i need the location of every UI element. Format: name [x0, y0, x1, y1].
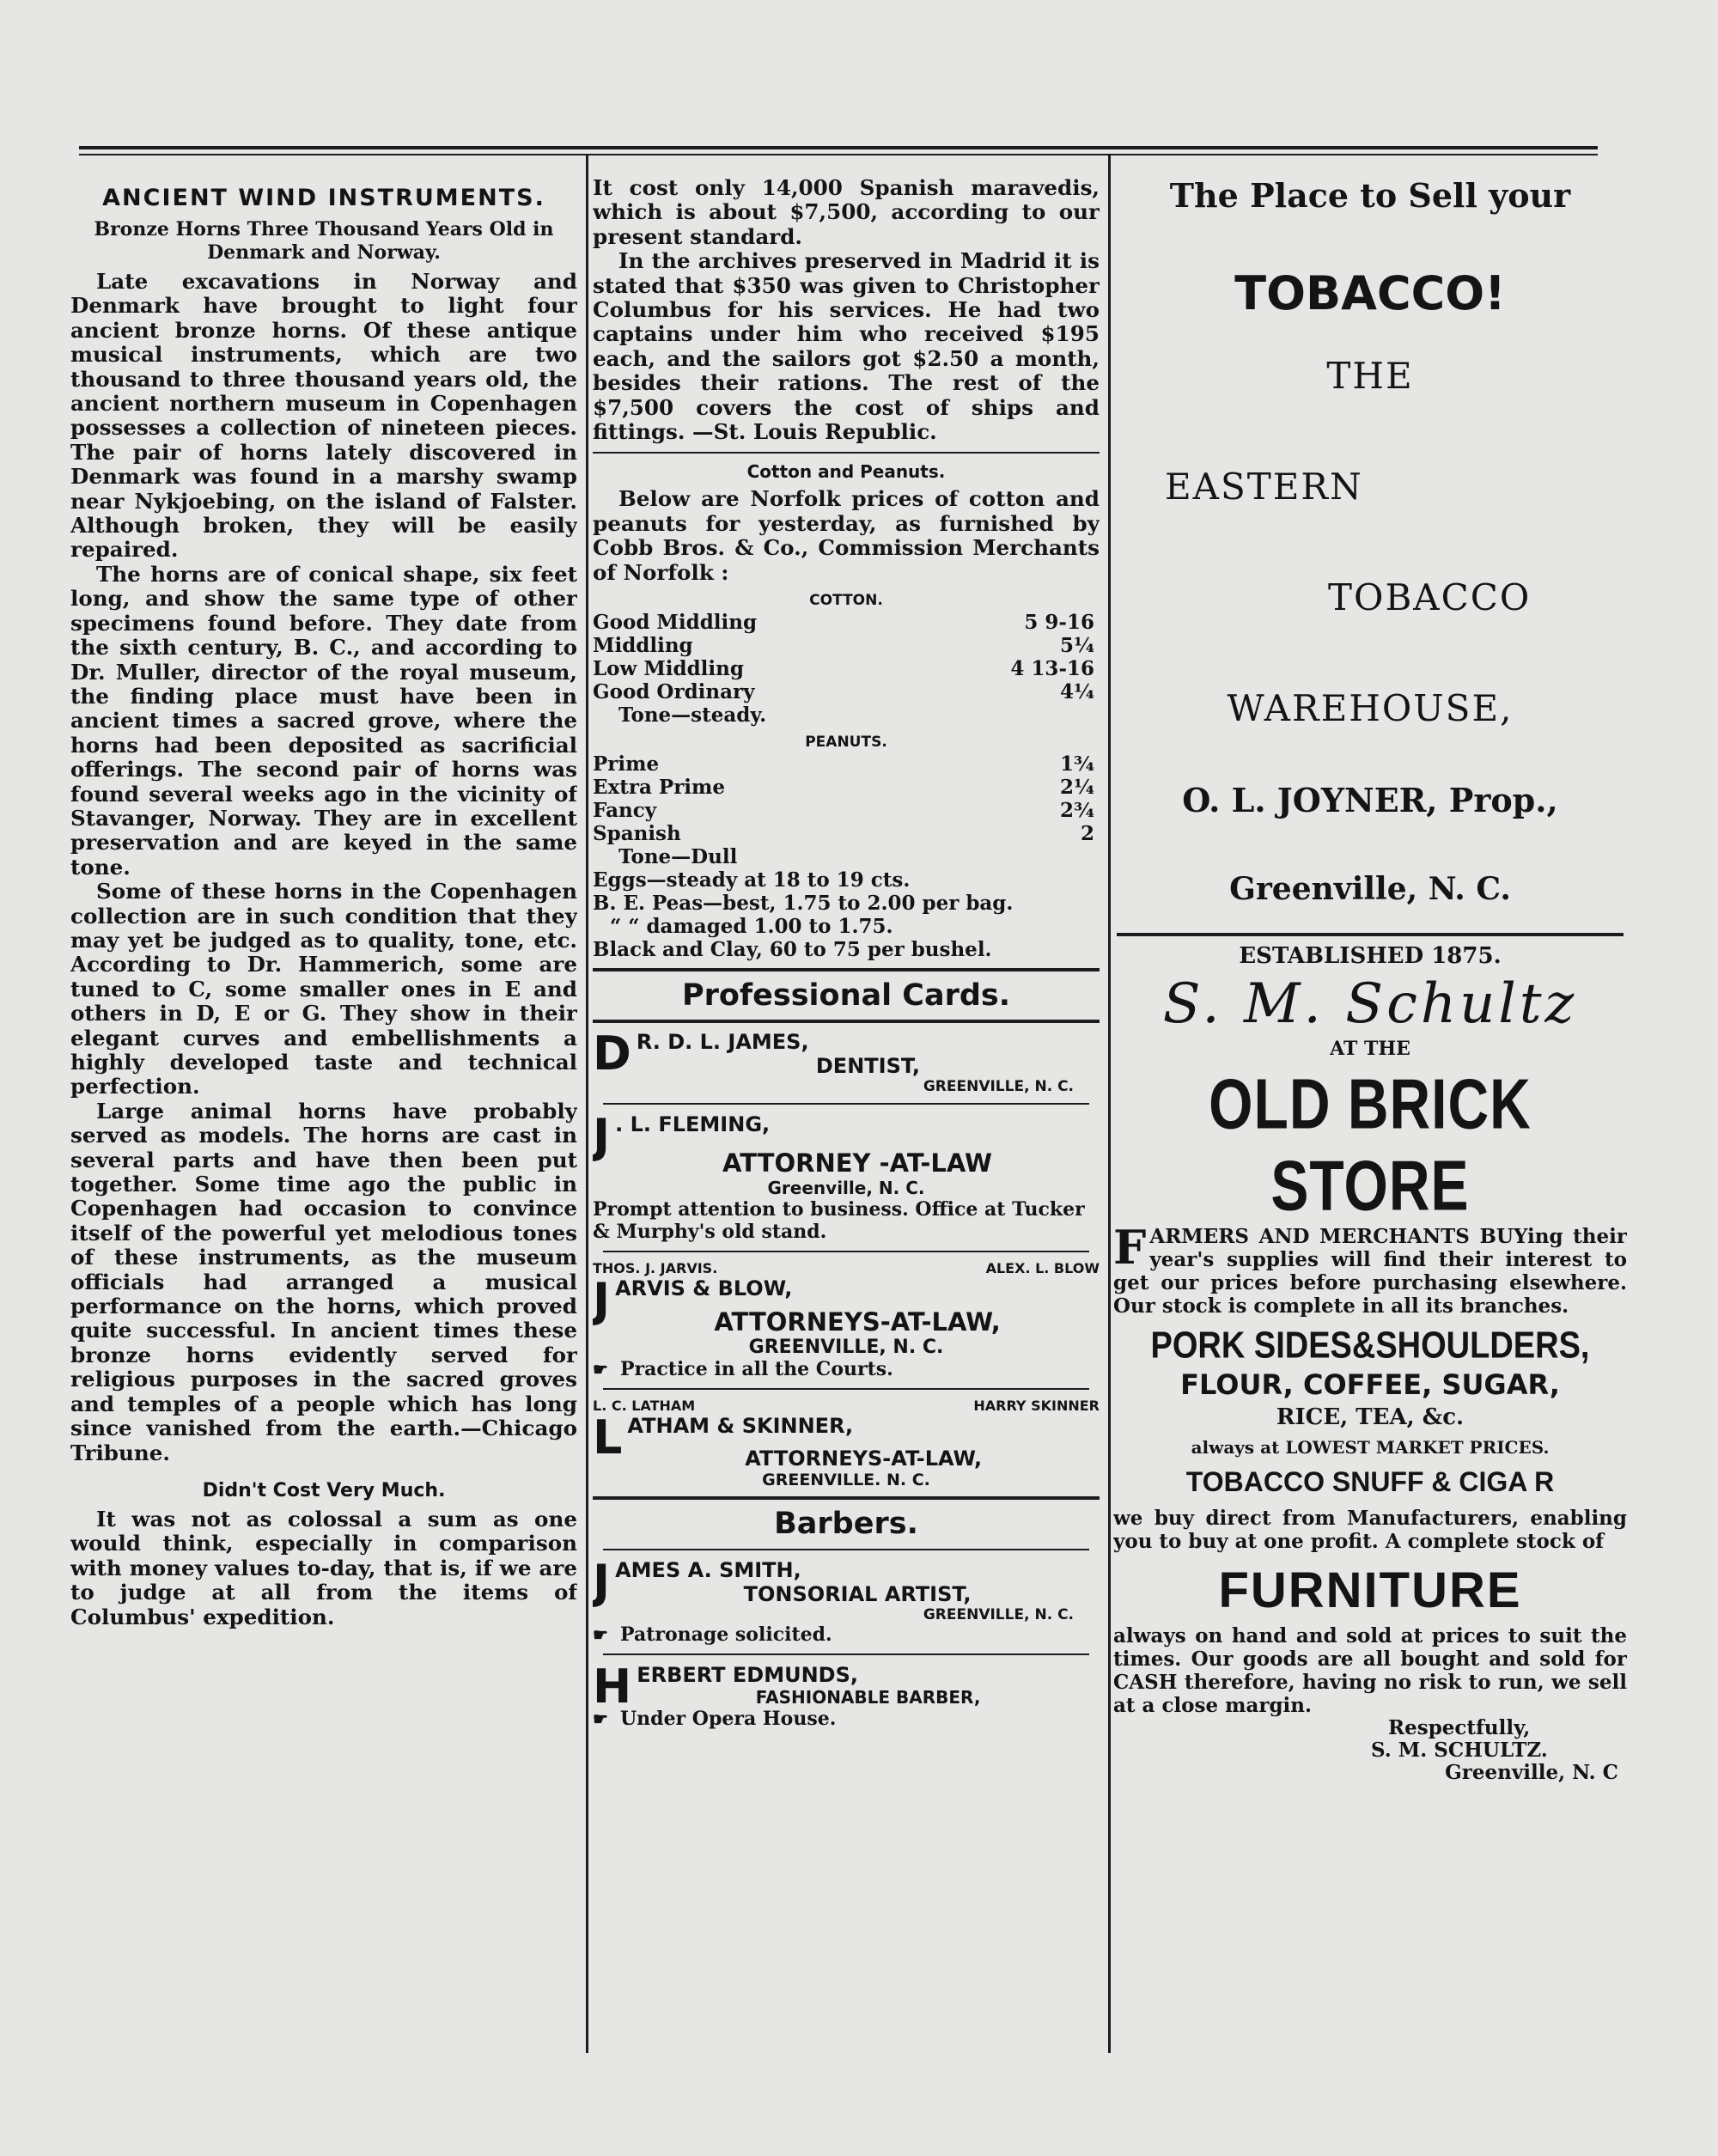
right-column [1113, 176, 1627, 2057]
drop-cap: J [593, 1273, 611, 1328]
grade: Good Middling [593, 611, 758, 635]
card-title: ATTORNEYS-AT-LAW, [745, 1446, 983, 1471]
signature: Greenville, N. C [1445, 1761, 1618, 1784]
ad-headline: The Place to Sell your [1169, 176, 1571, 215]
market-misc: Eggs—steady at 18 to 19 cts. [593, 868, 911, 892]
card-name: ERBERT EDMUNDS, [637, 1663, 858, 1688]
column-rule-left [586, 155, 588, 2053]
market-intro: Below are Norfolk prices of cotton and peanuts for yesterday, as furnished by Cobb Bros. & Co., Commission Merchants of Norfolk : [593, 486, 1100, 585]
barbers-title: Barbers. [774, 1507, 918, 1542]
divider [603, 1103, 1089, 1105]
card-edmunds [593, 1660, 1100, 1731]
established: ESTABLISHED 1875. [1239, 943, 1502, 969]
ad-closing: always on hand and sold at prices to suit the times. Our goods are all bought and sold for CASH therefore, having no risk to run, we sell at a close margin. [1113, 1624, 1627, 1717]
price-row [593, 680, 1100, 703]
middle-column [593, 176, 1100, 2057]
grade: Good Ordinary [593, 680, 755, 704]
divider [603, 1388, 1089, 1390]
pointing-hand-icon: ☛ [593, 1708, 608, 1730]
furniture: FURNITURE [1218, 1562, 1522, 1618]
pointing-hand-icon: ☛ [593, 1624, 608, 1646]
partner-right: HARRY SKINNER [973, 1398, 1100, 1415]
divider [593, 452, 1100, 454]
price: 5 9-16 [1024, 611, 1094, 635]
goods-line: FLOUR, COFFEE, SUGAR, [1180, 1368, 1560, 1401]
peanut-label: PEANUTS. [805, 734, 887, 752]
cotton-label: COTTON. [809, 592, 883, 610]
price-row [593, 611, 1100, 634]
price-row [593, 776, 1100, 799]
ad-line: EASTERN [1165, 466, 1363, 508]
price-row [593, 634, 1100, 657]
divider [603, 1251, 1089, 1252]
market-misc: Black and Clay, 60 to 75 per bushel. [593, 938, 992, 962]
divider [593, 1496, 1100, 1500]
card-title: DENTIST, [815, 1054, 920, 1079]
left-column [70, 176, 577, 2057]
ad-line: TOBACCO [1328, 576, 1532, 618]
market-misc: B. E. Peas—best, 1.75 to 2.00 per bag. [593, 892, 1014, 916]
price-row [593, 657, 1100, 680]
divider [593, 968, 1100, 971]
divider [603, 1654, 1089, 1655]
partner-left: THOS. J. JARVIS. [593, 1260, 718, 1277]
price: 1¾ [1060, 752, 1094, 777]
drop-cap: H [593, 1660, 632, 1714]
price-row [593, 822, 1100, 845]
ad-tobacco: TOBACCO! [1234, 266, 1506, 320]
tobacco-snuff-line: TOBACCO SNUFF & CIGA R [1185, 1466, 1555, 1497]
card-name: ATHAM & SKINNER, [627, 1414, 854, 1439]
partner-left: L. C. LATHAM [593, 1398, 696, 1415]
article-paragraph: It was not as colossal a sum as one would think, especially in comparison with money values to-day, that is, if we are to judge at all from the items of Columbus' expedition. [70, 1506, 577, 1629]
card-note: Patronage solicited. [620, 1623, 832, 1647]
store-name: OLD BRICK STORE [1209, 1063, 1532, 1225]
price: 5¼ [1060, 634, 1094, 658]
drop-cap: L [593, 1410, 623, 1465]
card-note: Prompt attention to business. Office at Tucker & Murphy's old stand. [593, 1198, 1085, 1244]
market-misc: “ “ damaged 1.00 to 1.75. [610, 915, 893, 939]
grade: Prime [593, 752, 660, 777]
peanut-tone: Tone—Dull [618, 845, 738, 869]
article-headline: ANCIENT WIND INSTRUMENTS. [102, 185, 545, 211]
partner-right: ALEX. L. BLOW [985, 1260, 1100, 1277]
card-latham [593, 1398, 1100, 1489]
price: 2¼ [1060, 776, 1094, 800]
ad-town: Greenville, N. C. [1229, 871, 1511, 907]
card-title: ATTORNEY -AT-LAW [722, 1148, 993, 1178]
drop-cap: J [593, 1109, 611, 1164]
card-name: . L. FLEMING, [615, 1112, 771, 1137]
drop-cap: D [593, 1026, 631, 1081]
cotton-tone: Tone—steady. [618, 703, 767, 728]
price-row [593, 799, 1100, 822]
grade: Extra Prime [593, 776, 726, 800]
column-rule-right [1108, 155, 1111, 2053]
card-note: Under Opera House. [620, 1708, 837, 1731]
market-title: Cotton and Peanuts. [746, 461, 946, 483]
ad-line: THE [1326, 355, 1414, 397]
price: 4 13-16 [1010, 657, 1094, 681]
card-town: Greenville, N. C. [767, 1178, 925, 1199]
price-row [593, 752, 1100, 776]
schultz-store-ad [1113, 943, 1627, 1784]
card-title: ATTORNEYS-AT-LAW, [714, 1307, 1001, 1337]
ad-proprietor: O. L. JOYNER, Prop., [1182, 781, 1558, 819]
professional-cards-title: Professional Cards. [681, 978, 1011, 1014]
proprietor-name: S. M. Schultz [1162, 972, 1578, 1036]
article-subhead: Bronze Horns Three Thousand Years Old in Denmark and Norway. [94, 218, 554, 264]
card-title: TONSORIAL ARTIST, [743, 1582, 972, 1607]
card-jarvis [593, 1260, 1100, 1380]
price: 2¾ [1060, 799, 1094, 823]
divider [603, 1549, 1089, 1550]
article-headline-2: Didn't Cost Very Much. [202, 1479, 446, 1501]
tobacco-warehouse-ad [1113, 176, 1627, 907]
card-town: GREENVILLE, N. C. [923, 1078, 1074, 1096]
top-rule [79, 146, 1598, 155]
card-title: FASHIONABLE BARBER, [755, 1687, 981, 1708]
grade: Low Middling [593, 657, 744, 681]
article-paragraph: The horns are of conical shape, six feet long, and show the same type of other specimens found before. They date from the sixth century, B. C., and according to Dr. Muller, director of the royal museum, the finding place must have been in ancient times a sacred grove, where the horns had been deposited as sacrificial offerings. The second pair of horns was found several weeks ago in the vicinity of Stavanger, Norway. They are in excellent preservation and are keyed in the same tone. [70, 561, 577, 880]
card-town: GREENVILLE, N. C. [923, 1606, 1074, 1624]
grade: Middling [593, 634, 693, 658]
divider [1117, 933, 1624, 936]
article-paragraph: Large animal horns have probably served as models. The horns are cast in several parts and have then been put together. Some time ago the public in Copenhagen had occasion to convince itself of the powerful yet melodious tones of these instruments, as the museum officials had arranged a musical performance on the horns, which proved quite successful. In ancient times these bronze horns evidently served for religious purposes in the sacred groves and temples of a people which has long since vanished from the earth.—Chicago Tribune. [70, 1098, 577, 1465]
card-name: AMES A. SMITH, [615, 1558, 801, 1583]
ad-intro: ARMERS AND MERCHANTS BUYing their year's supplies will find their interest to get our prices before purchasing elsewhere. Our stock is complete in all its branches. [1113, 1225, 1627, 1318]
signature: S. M. SCHULTZ. [1371, 1739, 1548, 1762]
card-note: Practice in all the Courts. [620, 1358, 893, 1381]
at-the: AT THE [1330, 1038, 1410, 1060]
ad-direct: we buy direct from Manufacturers, enabling you to buy at one profit. A complete stock of [1113, 1507, 1627, 1553]
drop-cap: F [1113, 1220, 1147, 1275]
article-continuation: It cost only 14,000 Spanish maravedis, which is about $7,500, according to our present standard. [593, 176, 1100, 249]
ad-line: WAREHOUSE, [1227, 687, 1514, 729]
divider [593, 1020, 1100, 1023]
price: 2 [1080, 822, 1094, 846]
grade: Spanish [593, 822, 681, 846]
price: 4¼ [1060, 680, 1094, 704]
card-name: R. D. L. JAMES, [636, 1030, 809, 1055]
signature: Respectfully, [1388, 1716, 1531, 1739]
goods-line: RICE, TEA, &c. [1276, 1404, 1465, 1430]
card-james [593, 1026, 1100, 1096]
goods-line: PORK SIDES&SHOULDERS, [1150, 1325, 1590, 1367]
card-fleming [593, 1109, 1100, 1244]
card-town: GREENVILLE. N. C. [762, 1471, 930, 1490]
card-name: ARVIS & BLOW, [615, 1276, 793, 1301]
article-paragraph: Late excavations in Norway and Denmark have brought to light four ancient bronze horns. Of these antique musical instruments, which are two thousand to three thousand years old, the ancient northern museum in Copenhagen possesses a collection of nineteen pieces. The pair of horns lately discovered in Denmark was found in a marshy swamp near Nykjoebing, on the island of Falster. Although broken, they will be easily repaired. [70, 269, 577, 563]
grade: Fancy [593, 799, 657, 823]
card-town: GREENVILLE, N. C. [748, 1337, 944, 1359]
card-smith [593, 1555, 1100, 1647]
article-paragraph: In the archives preserved in Madrid it is stated that $350 was given to Christopher Columbus for his services. He had two captains under him who received $195 each, and the sailors got $2.50 a month, besides their rations. The rest of the $7,500 covers the cost of ships and fittings. —St. Louis Republic. [593, 248, 1100, 445]
lowest-prices: always at LOWEST MARKET PRICES. [1191, 1437, 1550, 1458]
drop-cap: J [593, 1555, 611, 1610]
pointing-hand-icon: ☛ [593, 1359, 608, 1380]
article-paragraph: Some of these horns in the Copenhagen collection are in such condition that they may yet be judged as to quality, tone, etc. According to Dr. Hammerich, some are tuned to C, some smaller ones in E and others in D, E or G. They show in their elegant curves and embellishments a highly developed taste and technical perfection. [70, 879, 577, 1099]
